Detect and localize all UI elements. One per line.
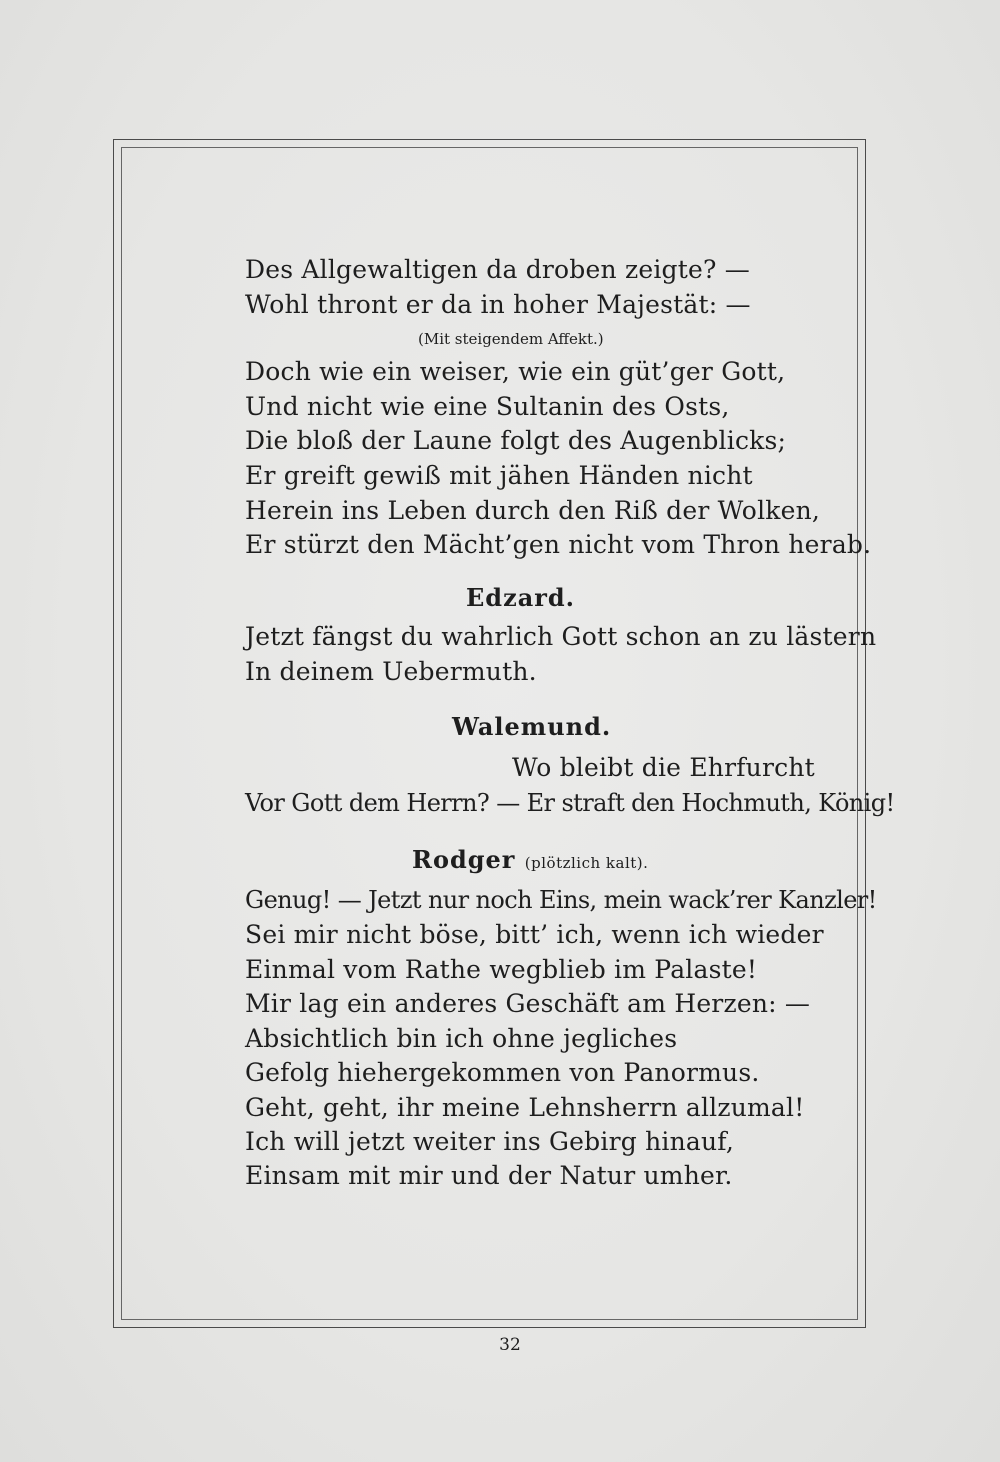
stage-direction: (plötzlich kalt). — [524, 854, 649, 872]
verse-line: Des Allgewaltigen da droben zeigte? — — [245, 255, 750, 284]
stage-direction: (Mit steigendem Affekt.) — [418, 330, 604, 348]
verse-line: Er greift gewiß mit jähen Händen nicht — [245, 461, 753, 490]
verse-line: Herein ins Leben durch den Riß der Wolken, — [245, 496, 821, 525]
verse-line: Wo bleibt die Ehrfurcht — [512, 753, 815, 782]
verse-line: Einsam mit mir und der Natur umher. — [245, 1161, 733, 1190]
verse-line: Einmal vom Rathe wegblieb im Palaste! — [245, 955, 758, 984]
verse-line: Gefolg hiehergekommen von Panormus. — [245, 1058, 760, 1087]
speaker-name: Walemund. — [452, 712, 612, 741]
speaker-name: Rodger — [412, 845, 516, 874]
speaker-heading — [412, 845, 648, 878]
verse-line: Genug! — Jetzt nur noch Eins, mein wack’rer Kanzler! — [245, 886, 877, 914]
verse-line: Jetzt fängst du wahrlich Gott schon an zu lästern — [245, 622, 877, 651]
verse-line: Absichtlich bin ich ohne jegliches — [245, 1024, 678, 1053]
speaker-name: Edzard. — [466, 583, 576, 612]
verse-line: Vor Gott dem Herrn? — Er straft den Hochmuth, König! — [245, 789, 895, 817]
verse-line: Geht, geht, ihr meine Lehnsherrn allzumal! — [245, 1093, 805, 1122]
verse-line: Und nicht wie eine Sultanin des Osts, — [245, 392, 730, 421]
verse-line: Die bloß der Laune folgt des Augenblicks; — [245, 426, 787, 455]
page-number: 32 — [499, 1335, 521, 1355]
verse-line: In deinem Uebermuth. — [245, 657, 537, 686]
verse-line: Sei mir nicht böse, bitt’ ich, wenn ich wieder — [245, 920, 824, 949]
verse-line: Er stürzt den Mächt’gen nicht vom Thron herab. — [245, 530, 872, 559]
verse-line: Ich will jetzt weiter ins Gebirg hinauf, — [245, 1127, 734, 1156]
verse-line: Doch wie ein weiser, wie ein güt’ger Gott, — [245, 357, 786, 386]
verse-line: Wohl thront er da in hoher Majestät: — — [245, 290, 751, 319]
verse-line: Mir lag ein anderes Geschäft am Herzen: — — [245, 989, 811, 1018]
